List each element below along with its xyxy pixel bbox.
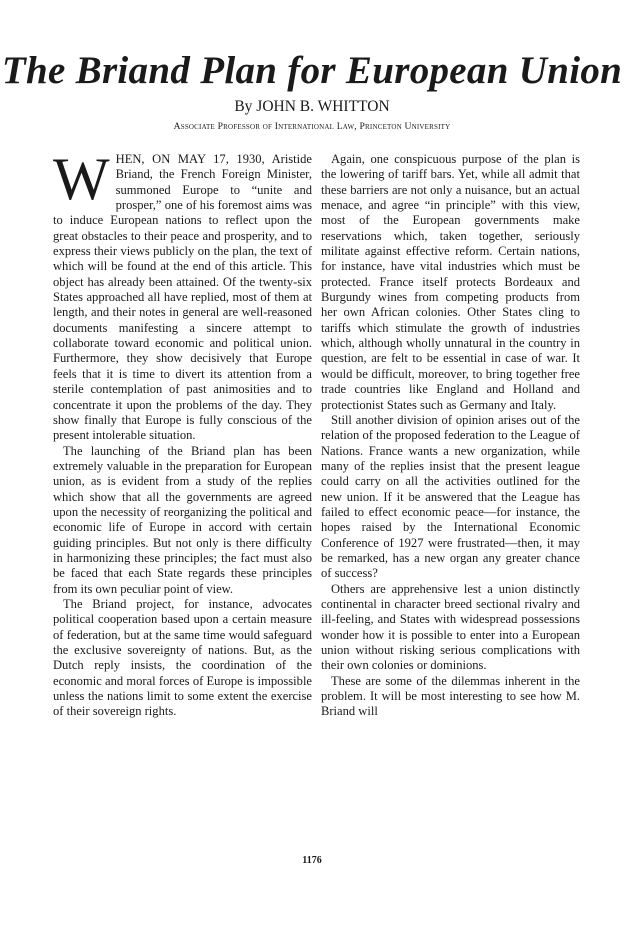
opening-paragraph [53, 146, 313, 444]
paragraph-3: The Briand project, for instance, advocates political cooperation based upon a certain measure of federation, but at the same time would safeguard the exclusive sovereignty of nations. But, as the Dutch reply insists, the coordination of the economic and moral forces of Europe is impossible unless the nations limit to some extent the exercise of their sovereign rights. [53, 596, 312, 719]
article-title: The Briand Plan for European Union [1, 49, 623, 92]
author-byline: By JOHN B. WHITTON [234, 98, 390, 115]
right-column [321, 152, 580, 720]
opening-paragraph-text: Aristide Briand, the French Foreign Minister, summoned Europe to “unite and prosper,” one of his foremost aims was to induce European nations to reflect upon the great obstacles to their peace and prosperity, and to express their views publicly on the plan, the text of which will be found at the end of this article. This object has already been attained. Of the twenty-six States approached all have replied, most of them at length, and their notes in general are well-reasoned documents manifesting a sincere attempt to collaborate toward economic and political union. Furthermore, they show decisively that Europe feels that it is time to divert its attention from a sterile contemplation of past animosities and to concentrate it upon the problems of the day. They show finally that Europe is fully conscious of the present intolerable situation. [53, 152, 313, 443]
paragraph-5: Still another division of opinion arises out of the relation of the proposed federation to the League of Nations. France wants a new organization, while many of the replies insist that the present league could carry on all the activities outlined for the new union. If it be answered that the League has failed to effect economic peace—for instance, the hopes raised by the International Economic Conference of 1927 were frustrated—then, it may be remarked, has a new organ any greater chance of success? [321, 412, 580, 581]
paragraph-4: Again, one conspicuous purpose of the plan is the lowering of tariff bars. Yet, while all admit that these barriers are not only a nuisance, but an actual menace, and agree “in principle” with this view, most of the European governments make reservations which, taken together, seriously militate against effective reform. Certain nations, for instance, have vital industries which must be protected. France itself protects Bordeaux and Burgundy wines from competing products from her own African colonies. Other States cling to tariffs which stimulate the growth of industries which, although wholly unnatural in the country in question, are felt to be essential in case of war. It would be difficult, moreover, to bring together free trade countries like England and Holland and protectionist States such as Germany and Italy. [321, 152, 580, 412]
opening-words: HEN, ON MAY 17, 1930, [115, 152, 265, 166]
page-number: 1176 [302, 855, 322, 866]
paragraph-2: The launching of the Briand plan has been extremely valuable in the preparation for European union, as is evident from a study of the replies which show that all the governments are agreed upon the necessity of reorganizing the political and economic life of Europe in accord with certain guiding principles. But not only is there difficulty in harmonizing these principles; the fact must also be faced that each State regards these principles from its own peculiar point of view. [53, 443, 312, 596]
drop-cap: W [53, 146, 110, 212]
paragraph-6: Others are apprehensive lest a union distinctly continental in character breed sectional rivalry and ill-feeling, and States with widespread possessions wonder how it is possible to enter into a European union without risking serious complications with their own colonies or dominions. [321, 581, 580, 673]
affiliation-text: Associate Professor of International Law, Princeton University [173, 121, 451, 132]
paragraph-7: These are some of the dilemmas inherent in the problem. It will be most interesting to see how M. Briand will [321, 673, 580, 719]
left-column [53, 146, 313, 720]
author-affiliation [0, 121, 624, 132]
